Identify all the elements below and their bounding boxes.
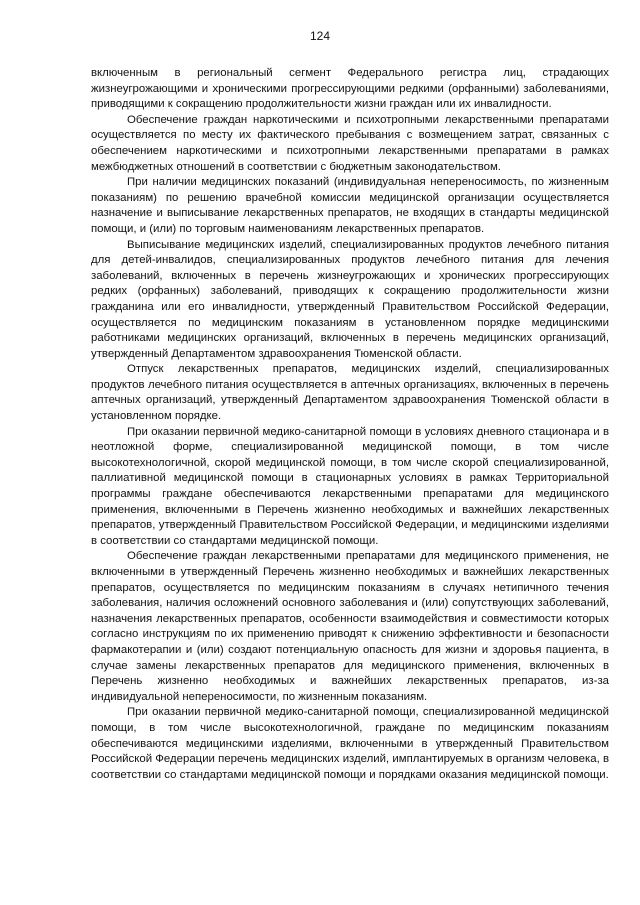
paragraph-inpatient-supply: При оказании первичной медико-санитарной помощи в условиях дневного стационара и в неотложной форме, специализированной медицинской помощи, в том числе высокотехнологичной, скорой медицинской помощи, в том числе скорой специализированной, паллиативной медицинской помощи в стационарных условиях в рамках Территориальной программы граждане обеспечиваются лекарственными препаратами для медицинского применения, включенными в Перечень жизненно необходимых и важнейших лекарственных препаратов, утвержденный Правительством Российской Федерации, и медицинскими изделиями в соответствии со стандартами медицинской помощи. bbox=[91, 425, 609, 547]
paragraph-narcotic-drugs: Обеспечение граждан наркотическими и психотропными лекарственными препаратами осуществляется по месту их фактического пребывания с возмещением затрат, связанных с обеспечением наркотическими и психотропными лекарственными препаратами в рамках межбюджетных отношений в соответствии с бюджетным законодательством. bbox=[91, 113, 609, 173]
paragraph-prescribing-devices: Выписывание медицинских изделий, специализированных продуктов лечебного питания для детей-инвалидов, специализированных продуктов лечебного питания для лечения заболеваний, включенных в перечень жизнеугрожающих и хронических прогрессирующих редких (орфанных) заболеваний, приводящих к сокращению продолжительности жизни гражданина или его инвалидности, утвержденный Правительством Российской Федерации, осуществляется по медицинским показаниям в установленном порядке медицинскими работниками медицинских организаций, включенных в перечень медицинских организаций, утвержденный Департаментом здравоохранения Тюменской области. bbox=[91, 238, 609, 360]
document-body bbox=[91, 66, 609, 783]
paragraph-medical-indications: При наличии медицинских показаний (индивидуальная непереносимость, по жизненным показаниям) по решению врачебной комиссии медицинской организации осуществляется назначение и выписывание лекарственных препаратов, не входящих в стандарты медицинской помощи, и (или) по торговым наименованиям лекарственных препаратов. bbox=[91, 176, 609, 235]
paragraph-non-listed-drugs: Обеспечение граждан лекарственными препаратами для медицинского применения, не включенными в утвержденный Перечень жизненно необходимых и важнейших лекарственных препаратов, осуществляется по медицинским показаниям в случаях нетипичного течения заболевания, наличия осложнений основного заболевания и (или) сопутствующих заболеваний, назначения лекарственных препаратов, особенности взаимодействия и совместимости которых согласно инструкциям по их применению приводят к снижению эффективности и безопасности фармакотерапии и (или) создают потенциальную опасность для жизни и здоровья пациента, в случае замены лекарственных препаратов для медицинского применения, включенных в Перечень жизненно необходимых и важнейших лекарственных препаратов, из-за индивидуальной непереносимости, по жизненным показаниям. bbox=[91, 550, 609, 703]
page-number: 124 bbox=[309, 29, 331, 43]
paragraph-continued: включенным в региональный сегмент Федерального регистра лиц, страдающих жизнеугрожающими и хроническими прогрессирующими редкими (орфанными) заболеваниями, приводящими к сокращению продолжительности жизни граждан или их инвалидности. bbox=[91, 67, 609, 111]
paragraph-dispensing: Отпуск лекарственных препаратов, медицинских изделий, специализированных продуктов лечебного питания осуществляется в аптечных организациях, включенных в перечень аптечных организаций, утвержденный Департаментом здравоохранения Тюменской области в установленном порядке. bbox=[91, 363, 609, 423]
paragraph-implantable-devices: При оказании первичной медико-санитарной помощи, специализированной медицинской помощи, в том числе высокотехнологичной, граждане по медицинским показаниям обеспечиваются медицинскими изделиями, включенными в утвержденный Правительством Российской Федерации перечень медицинских изделий, имплантируемых в организм человека, в соответствии со стандартами медицинской помощи и порядками оказания медицинской помощи. bbox=[91, 706, 609, 781]
